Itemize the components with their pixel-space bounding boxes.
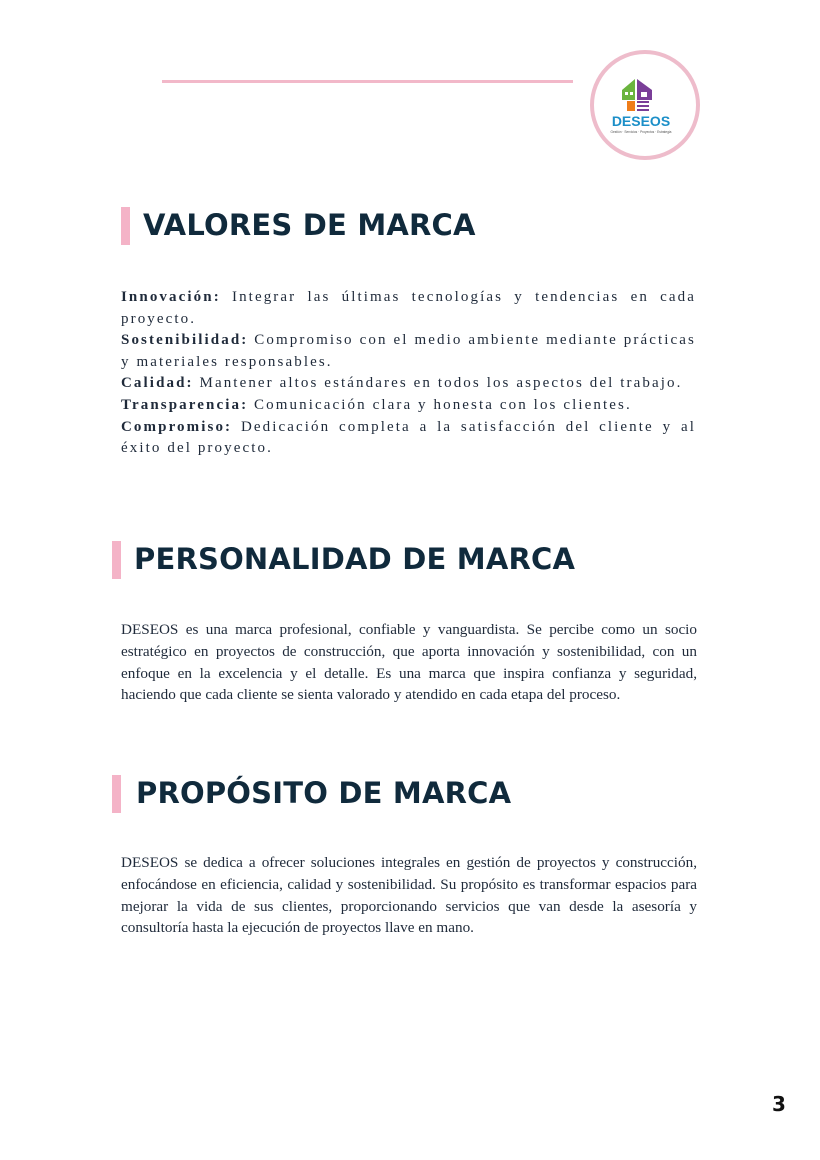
valores-title: VALORES DE MARCA: [143, 208, 476, 242]
house-logo-icon: [594, 54, 688, 148]
valor-text: Compromiso con el medio ambiente mediante prácticas y materiales responsables.: [121, 332, 696, 370]
valores-list: [121, 287, 696, 460]
valor-term: Compromiso:: [121, 418, 233, 435]
proposito-title: PROPÓSITO DE MARCA: [136, 776, 512, 810]
valor-text: Dedicación completa a la satisfacción del cliente y al éxito del proyecto.: [121, 418, 696, 457]
valor-text: Comunicación clara y honesta con los clientes.: [248, 396, 632, 413]
valor-term: Transparencia:: [121, 396, 249, 413]
personalidad-text: DESEOS es una marca profesional, confiable y vanguardista. Se percibe como un socio estratégico en proyectos de construcción, que aporta innovación y sostenibilidad, con un enfoque en la excelencia y el detalle. Es una marca que inspira confianza y seguridad, haciendo que cada cliente se sienta valorado y atendido en cada etapa del proceso.: [121, 621, 697, 704]
valor-text: Mantener altos estándares en todos los aspectos del trabajo.: [193, 375, 683, 392]
header-rule: [162, 80, 573, 83]
valor-item: [121, 373, 696, 395]
valores-accent-bar: [121, 207, 130, 245]
logo-tagline: Gestión · Servicios · Proyectos · Estrategia: [610, 130, 672, 134]
valor-item: [121, 395, 696, 417]
proposito-accent-bar: [112, 775, 121, 813]
brand-logo: [590, 50, 700, 160]
valor-item: [121, 287, 696, 330]
valor-term: Innovación:: [121, 289, 221, 305]
personalidad-title: PERSONALIDAD DE MARCA: [134, 542, 576, 576]
page-number: 3: [772, 1092, 786, 1116]
logo-brand: DESEOS: [611, 113, 671, 129]
proposito-text: DESEOS se dedica a ofrecer soluciones integrales en gestión de proyectos y construcción, enfocándose en eficiencia, calidad y sostenibilidad. Su propósito es transformar espacios para mejorar la vida de sus clientes, proporcionando servicios que van desde la asesoría y consultoría hasta la ejecución de proyectos llave en mano.: [121, 854, 697, 937]
valor-term: Sostenibilidad:: [121, 332, 249, 349]
valor-item: [121, 330, 696, 373]
valor-item: [121, 417, 696, 460]
valor-text: Integrar las últimas tecnologías y tendencias en cada proyecto.: [121, 289, 696, 327]
personalidad-accent-bar: [112, 541, 121, 579]
valor-term: Calidad:: [121, 375, 194, 392]
